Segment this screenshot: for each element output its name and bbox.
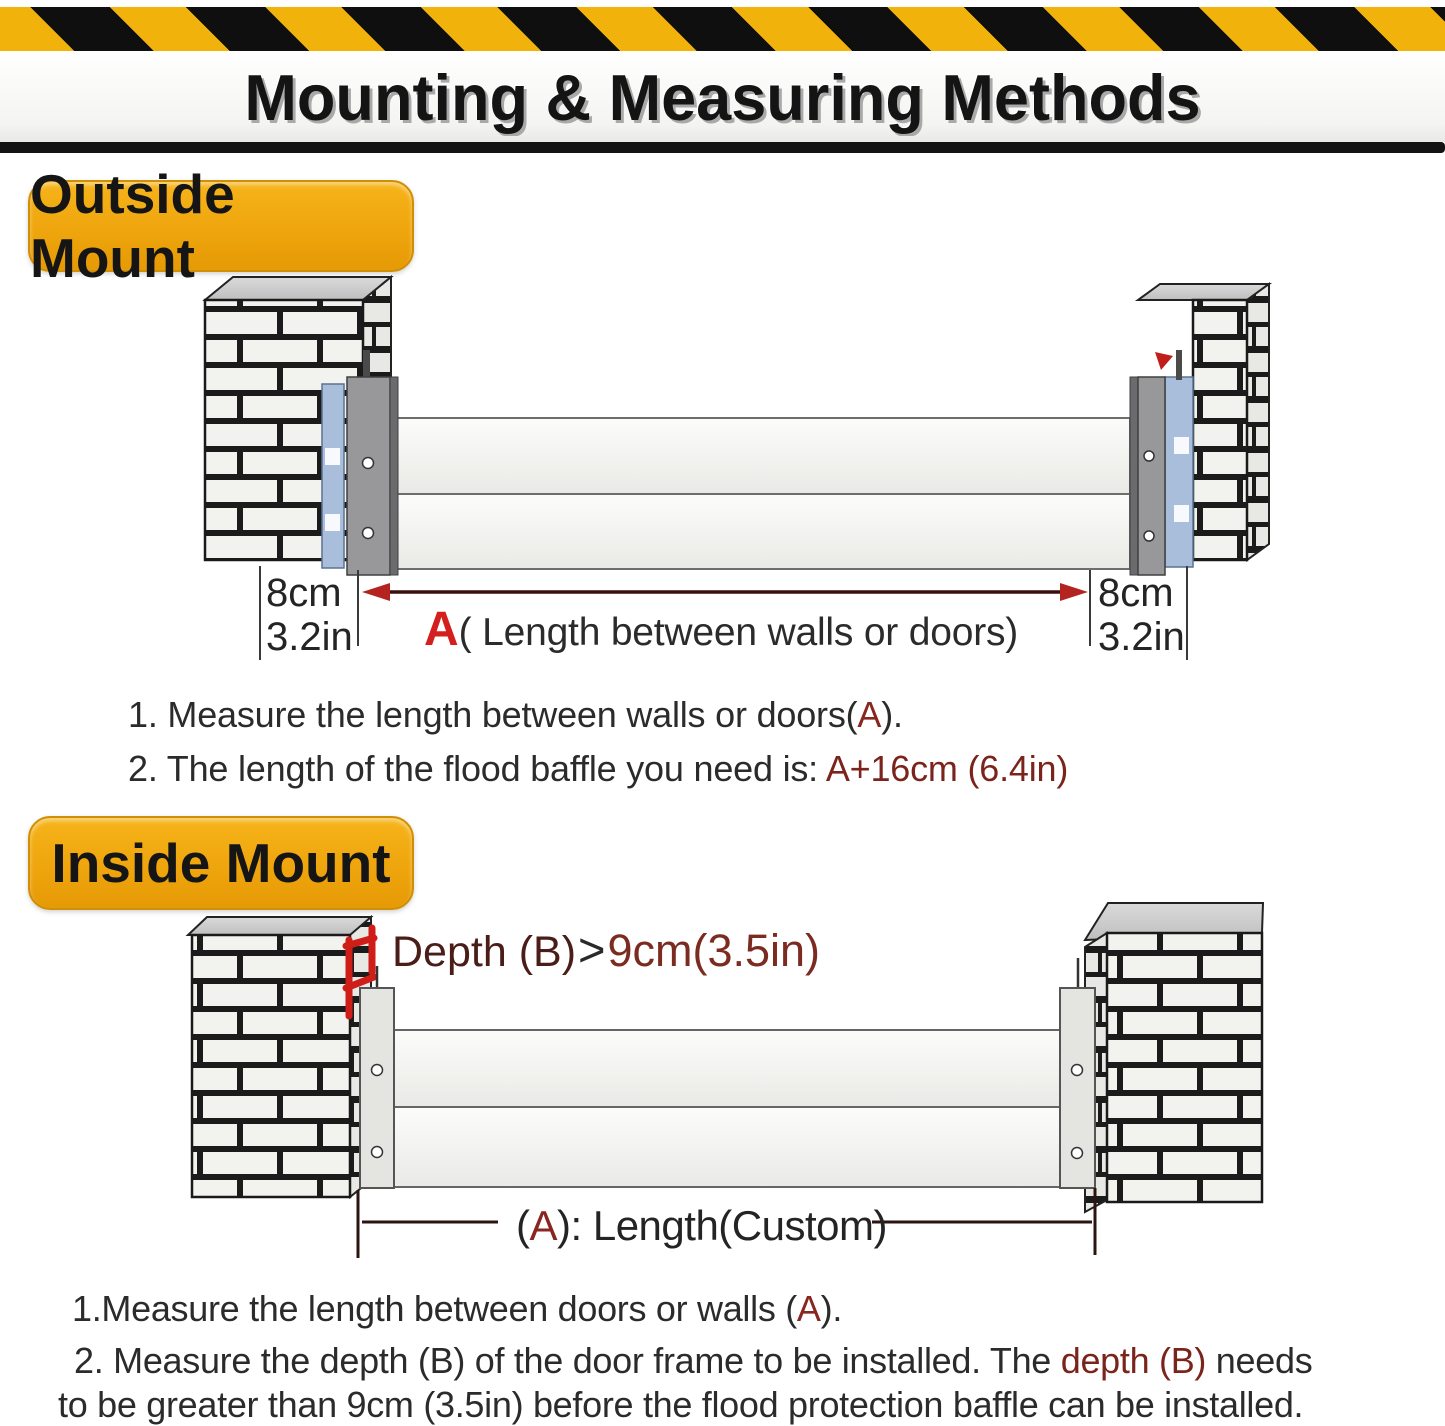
step-text: ). xyxy=(881,694,903,735)
blue-seal-strip xyxy=(322,384,344,568)
step-text: 2. The length of the flood baffle you need is: xyxy=(128,748,826,789)
depth-label-text: Depth (B) xyxy=(392,928,577,976)
left-offset-in: 3.2in xyxy=(266,615,353,659)
page-title: Mounting & Measuring Methods xyxy=(244,61,1201,134)
screw-hole xyxy=(372,1065,383,1076)
label-text: ( xyxy=(516,1202,530,1249)
inside-step-2-line-2: to be greater than 9cm (3.5in) before the flood protection baffle can be installed. xyxy=(58,1384,1304,1425)
left-offset-cm: 8cm xyxy=(266,571,342,615)
step-text: 1.Measure the length between doors or walls ( xyxy=(72,1288,797,1329)
anchor-pin xyxy=(1176,350,1182,380)
pillar-front-face xyxy=(1193,300,1247,560)
seal-highlight xyxy=(325,514,340,531)
right-mounting-channel xyxy=(1130,350,1193,575)
right-channel-post xyxy=(1060,958,1095,1188)
depth-value: 9cm(3.5in) xyxy=(607,925,821,976)
red-pointer-mark xyxy=(1155,352,1173,370)
screw-hole xyxy=(363,528,374,539)
right-brick-pillar xyxy=(1085,903,1263,1212)
anchor-pin xyxy=(363,350,370,380)
inside-mount-badge-label: Inside Mount xyxy=(51,832,391,894)
step-em: A xyxy=(857,694,882,735)
pillar-front-face xyxy=(1107,933,1262,1202)
seal-highlight xyxy=(1174,505,1189,522)
outside-mount-badge-label: Outside Mount xyxy=(30,163,235,289)
step-text: needs xyxy=(1206,1340,1313,1381)
marker-A: A xyxy=(424,603,459,656)
right-offset-in: 3.2in xyxy=(1098,615,1185,659)
seal-highlight xyxy=(325,448,340,465)
pillar-cap xyxy=(188,917,371,935)
barrier-panel-bottom xyxy=(397,494,1130,569)
screw-hole xyxy=(372,1147,383,1158)
arrow-head-left xyxy=(362,583,390,601)
screw-hole xyxy=(1072,1148,1083,1159)
pillar-cap xyxy=(205,277,391,300)
pillar-front-face xyxy=(192,935,350,1197)
blue-seal-strip xyxy=(1165,377,1193,567)
screw-hole xyxy=(1072,1065,1083,1076)
length-between-walls-label xyxy=(424,602,1018,657)
seal-highlight xyxy=(1174,437,1189,454)
greater-than-sign: > xyxy=(578,923,606,976)
inside-step-1 xyxy=(72,1288,842,1330)
label-em: A xyxy=(529,1202,558,1249)
step-em: depth (B) xyxy=(1060,1340,1207,1381)
flood-barrier xyxy=(397,418,1130,569)
step-em: A xyxy=(796,1288,821,1329)
label-text: ): Length(Custom) xyxy=(557,1202,887,1249)
screw-hole xyxy=(1144,531,1154,541)
left-mounting-channel xyxy=(322,350,398,575)
bracket-edge xyxy=(1130,377,1138,575)
left-channel-post xyxy=(360,988,394,1188)
length-between-walls-text: ( Length between walls or doors) xyxy=(458,611,1019,654)
bracket-edge xyxy=(390,377,398,575)
step-text: ). xyxy=(820,1288,843,1329)
barrier-panel-top xyxy=(397,418,1130,494)
custom-length-label xyxy=(516,1202,887,1250)
outside-step-1 xyxy=(128,694,903,736)
flood-barrier xyxy=(394,1030,1060,1187)
step-em: A+16cm (6.4in) xyxy=(825,748,1069,789)
step-text: 2. Measure the depth (B) of the door frame to be installed. The xyxy=(74,1340,1061,1381)
step-text: 1. Measure the length between walls or doors( xyxy=(128,694,858,735)
depth-requirement-label xyxy=(392,922,820,977)
barrier-panel-top xyxy=(394,1030,1060,1107)
pillar-side-face xyxy=(1247,284,1269,560)
left-brick-pillar xyxy=(188,917,371,1197)
screw-hole xyxy=(1144,451,1154,461)
arrow-head-right xyxy=(1060,583,1088,601)
barrier-panel-bottom xyxy=(394,1107,1060,1187)
outside-step-2 xyxy=(128,748,1068,790)
bracket xyxy=(1138,377,1165,575)
inside-step-2-line-1 xyxy=(74,1340,1312,1382)
bracket xyxy=(347,377,390,575)
right-offset-cm: 8cm xyxy=(1098,571,1174,615)
screw-hole xyxy=(363,458,374,469)
